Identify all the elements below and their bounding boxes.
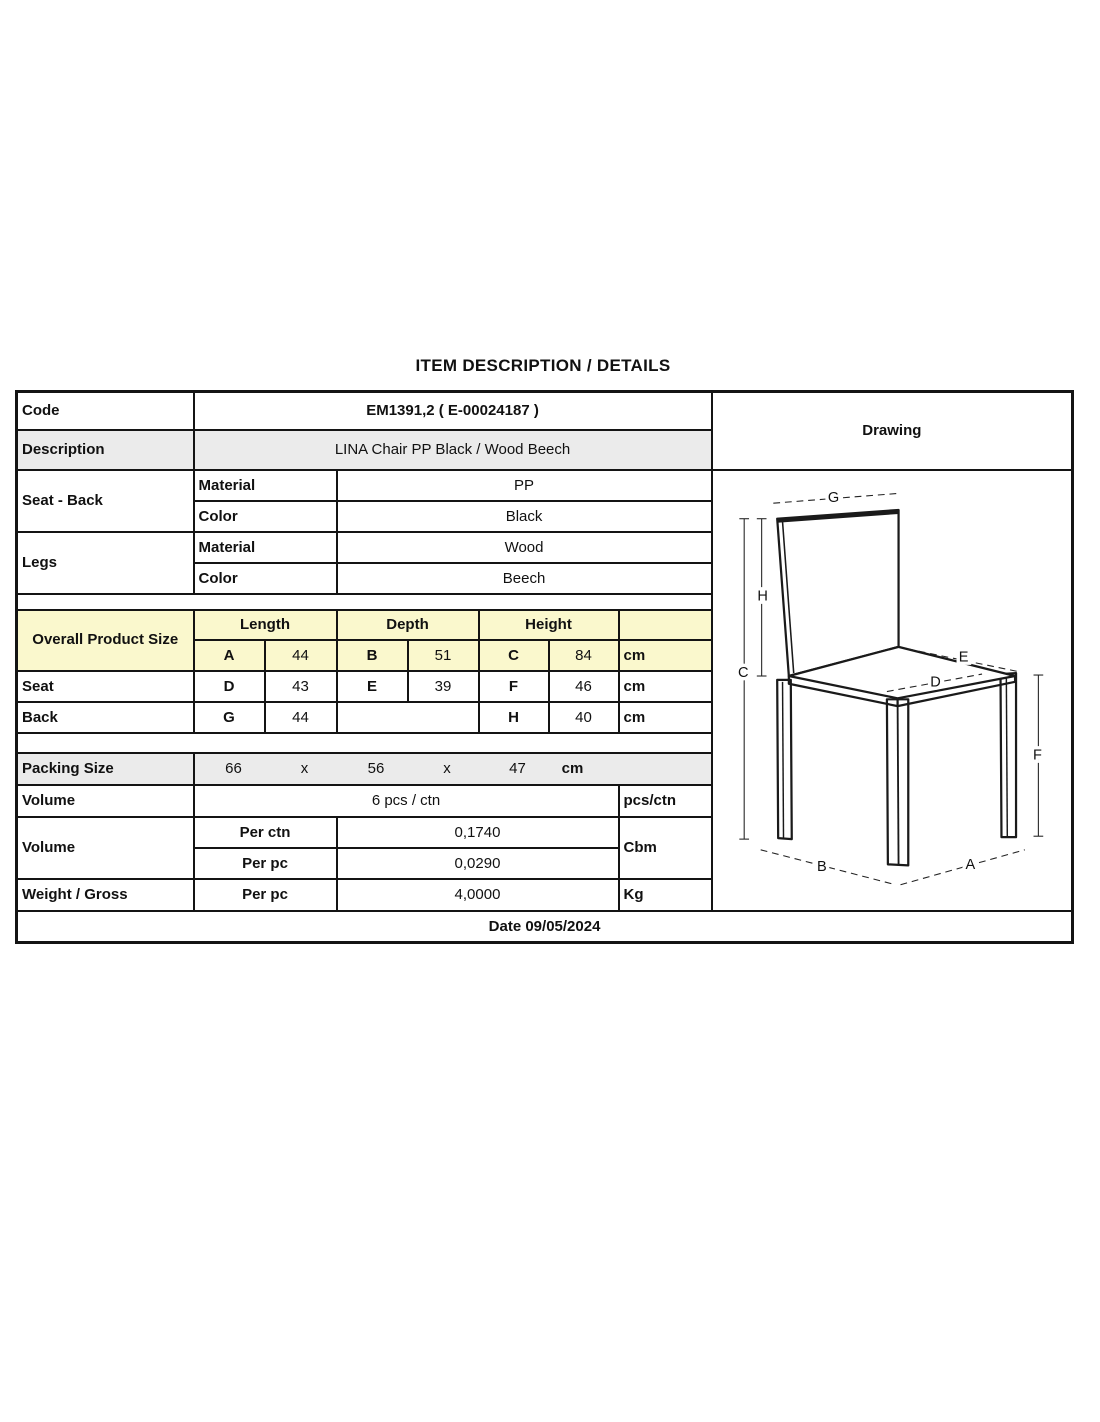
packing-unit: cm bbox=[561, 760, 584, 777]
chair-leg-left bbox=[777, 680, 792, 839]
chair-leg-front-edge bbox=[897, 701, 898, 865]
legs-label: Legs bbox=[17, 532, 194, 594]
dim-label-a: A bbox=[965, 857, 975, 874]
dim-label-b: B bbox=[816, 859, 827, 876]
chair-leg-right bbox=[1000, 673, 1016, 837]
dim-line-b bbox=[760, 850, 895, 885]
seat-back-material-value: PP bbox=[337, 470, 712, 501]
seat-unit: cm bbox=[619, 671, 712, 702]
weight-unit: Kg bbox=[619, 879, 712, 911]
dim-line-a bbox=[900, 850, 1024, 885]
dim-key-a: A bbox=[194, 640, 265, 671]
packing-x-separator: x bbox=[300, 760, 309, 777]
packing-height: 47 bbox=[509, 760, 526, 777]
size-header-unit-spacer bbox=[619, 610, 712, 640]
drawing-cell bbox=[712, 470, 1073, 911]
dim-key-b: B bbox=[337, 640, 408, 671]
volume-pcs-unit: pcs/ctn bbox=[619, 785, 712, 817]
back-depth-empty bbox=[337, 702, 479, 733]
weight-label: Weight / Gross bbox=[17, 879, 194, 911]
per-ctn-value: 0,1740 bbox=[337, 817, 619, 848]
code-row bbox=[17, 392, 1073, 430]
dim-val-b: 51 bbox=[408, 640, 479, 671]
packing-values bbox=[194, 753, 712, 785]
seat-back-color-value: Black bbox=[337, 501, 712, 532]
packing-label: Packing Size bbox=[17, 753, 194, 785]
dim-label-e: E bbox=[958, 649, 969, 666]
dim-val-d: 43 bbox=[265, 671, 337, 702]
chair-leg-right-edge bbox=[1006, 676, 1007, 837]
back-label: Back bbox=[17, 702, 194, 733]
packing-length: 66 bbox=[225, 760, 242, 777]
dim-val-c: 84 bbox=[549, 640, 619, 671]
dim-val-h: 40 bbox=[549, 702, 619, 733]
spacer-cell bbox=[17, 594, 712, 610]
per-ctn-label: Per ctn bbox=[194, 817, 337, 848]
volume-cbm-unit: Cbm bbox=[619, 817, 712, 879]
code-label: Code bbox=[17, 392, 194, 430]
legs-color-value: Beech bbox=[337, 563, 712, 594]
packing-x-separator: x bbox=[443, 760, 451, 777]
per-pc-value: 0,0290 bbox=[337, 848, 619, 879]
page-title: ITEM DESCRIPTION / DETAILS bbox=[415, 356, 671, 375]
weight-per-pc-label: Per pc bbox=[194, 879, 337, 911]
dim-key-c: C bbox=[479, 640, 549, 671]
material-label: Material bbox=[194, 470, 337, 501]
dim-label-h: H bbox=[756, 588, 768, 605]
size-section-label: Overall Product Size bbox=[17, 610, 194, 671]
seat-back-label: Seat - Back bbox=[17, 470, 194, 532]
legs-material-value: Wood bbox=[337, 532, 712, 563]
date-value: Date 09/05/2024 bbox=[17, 911, 1073, 943]
dim-label-f: F bbox=[1032, 747, 1042, 764]
spec-table bbox=[15, 390, 1074, 944]
dim-key-d: D bbox=[194, 671, 265, 702]
description-value: LINA Chair PP Black / Wood Beech bbox=[194, 430, 712, 470]
height-header: Height bbox=[479, 610, 619, 640]
dim-key-g: G bbox=[194, 702, 265, 733]
dim-val-a: 44 bbox=[265, 640, 337, 671]
overall-unit: cm bbox=[619, 640, 712, 671]
seat-back-material-row bbox=[17, 470, 1073, 501]
per-pc-label: Per pc bbox=[194, 848, 337, 879]
drawing-header: Drawing bbox=[712, 392, 1073, 470]
volume-pcs-label: Volume bbox=[17, 785, 194, 817]
dim-label-g: G bbox=[827, 490, 839, 507]
code-value: EM1391,2 ( E-00024187 ) bbox=[194, 392, 712, 430]
dim-val-f: 46 bbox=[549, 671, 619, 702]
chair-drawing bbox=[717, 476, 1068, 904]
depth-header: Depth bbox=[337, 610, 479, 640]
color-label: Color bbox=[194, 501, 337, 532]
volume-pcs-value: 6 pcs / ctn bbox=[194, 785, 619, 817]
back-unit: cm bbox=[619, 702, 712, 733]
dim-key-f: F bbox=[479, 671, 549, 702]
dim-label-d: D bbox=[929, 674, 941, 691]
dim-key-h: H bbox=[479, 702, 549, 733]
spacer-cell bbox=[17, 733, 712, 753]
volume-cbm-label: Volume bbox=[17, 817, 194, 879]
length-header: Length bbox=[194, 610, 337, 640]
seat-label: Seat bbox=[17, 671, 194, 702]
description-label: Description bbox=[17, 430, 194, 470]
color-label: Color bbox=[194, 563, 337, 594]
dim-val-g: 44 bbox=[265, 702, 337, 733]
packing-depth: 56 bbox=[367, 760, 385, 777]
chair-leg-left-edge bbox=[782, 682, 783, 838]
date-row bbox=[17, 911, 1073, 943]
material-label: Material bbox=[194, 532, 337, 563]
weight-value: 4,0000 bbox=[337, 879, 619, 911]
dim-key-e: E bbox=[337, 671, 408, 702]
dim-label-c: C bbox=[737, 664, 749, 681]
dim-val-e: 39 bbox=[408, 671, 479, 702]
